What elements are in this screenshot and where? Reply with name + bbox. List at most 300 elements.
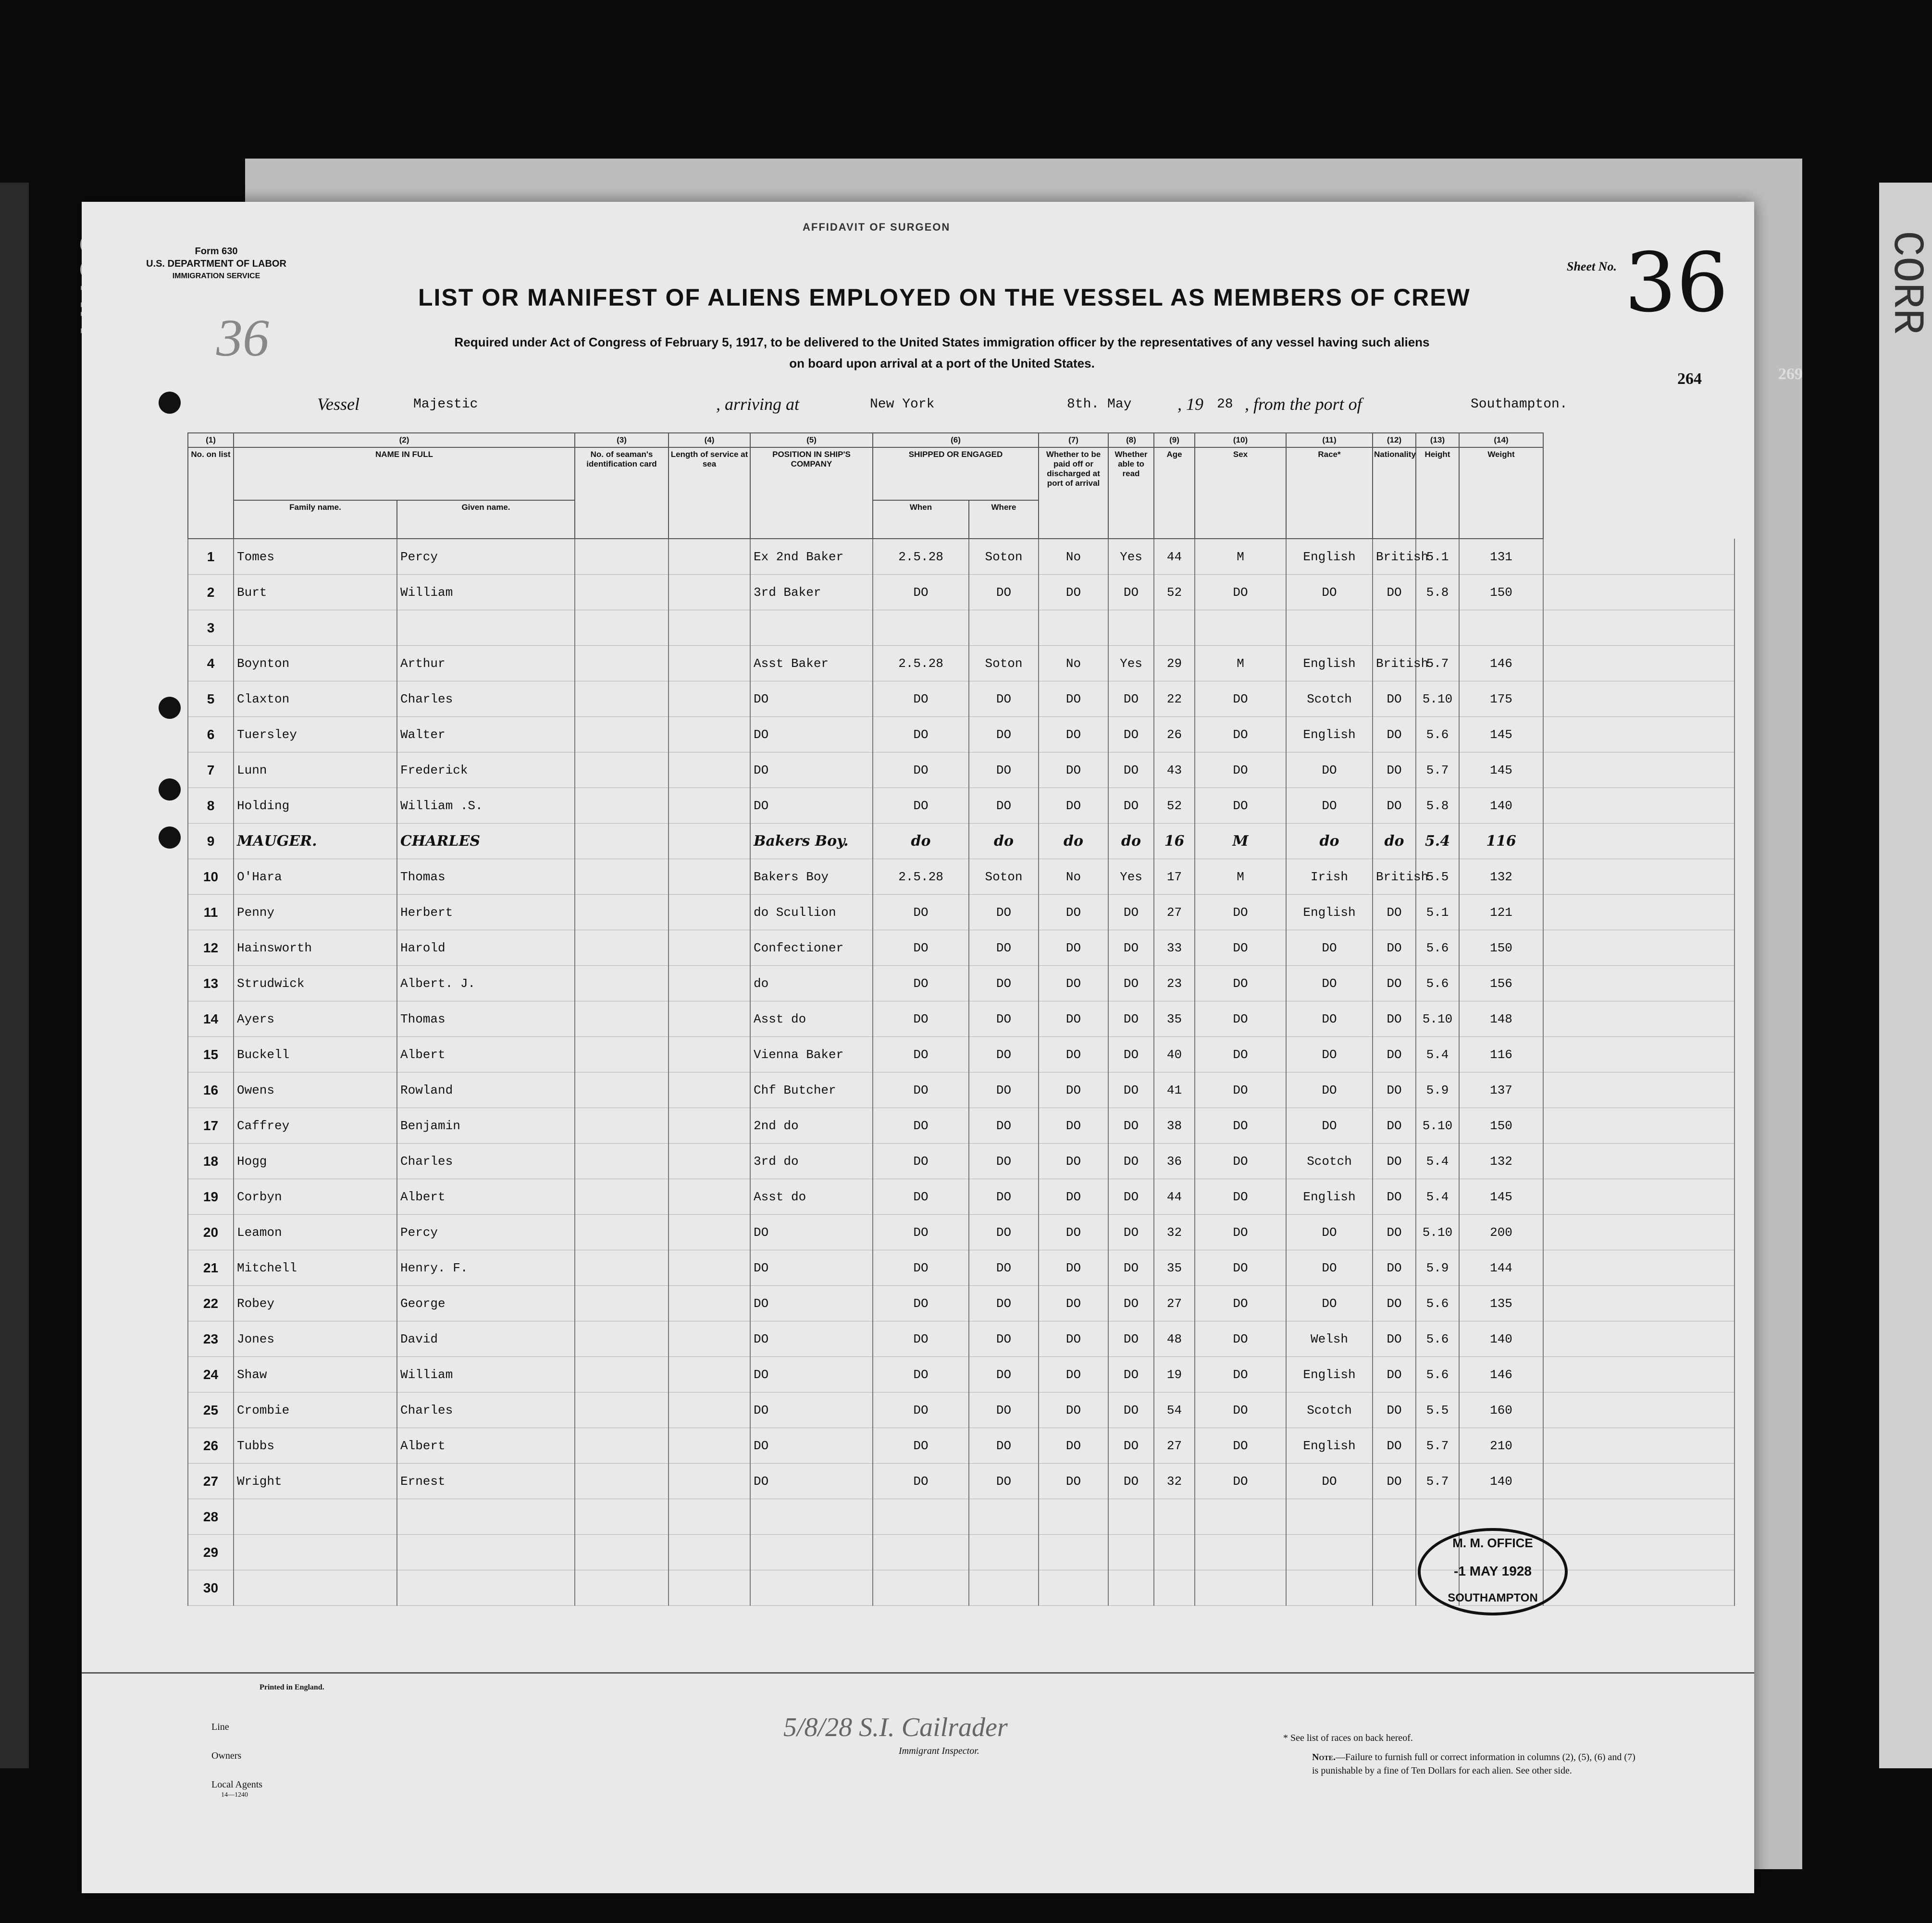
family-name-cell: Burt	[234, 575, 397, 610]
shipped-where-cell: DO	[969, 1215, 1039, 1250]
position-cell: DO	[750, 681, 873, 717]
col-num: (14)	[1459, 433, 1543, 447]
height-cell: 5.8	[1416, 788, 1459, 824]
nationality-cell: DO	[1373, 717, 1416, 752]
sex-cell: DO	[1195, 1286, 1286, 1321]
shipped-when-cell: DO	[873, 717, 969, 752]
paid-off-cell: No	[1039, 646, 1108, 681]
weight-cell: 131	[1459, 539, 1543, 575]
id-card-cell	[575, 610, 669, 646]
height-cell: 5.4	[1416, 824, 1459, 859]
physical-marks-cell	[1543, 717, 1734, 752]
height-cell: 5.7	[1416, 1464, 1459, 1499]
id-card-cell	[575, 681, 669, 717]
row-number: 21	[188, 1250, 234, 1286]
height-cell: 5.5	[1416, 859, 1459, 895]
given-name-cell: Albert	[397, 1179, 575, 1215]
stamp-date: -1 MAY 1928	[1454, 1564, 1532, 1578]
id-card-cell	[575, 1215, 669, 1250]
height-cell: 5.6	[1416, 1321, 1459, 1357]
family-name-cell: Penny	[234, 895, 397, 930]
family-name-cell: Ayers	[234, 1001, 397, 1037]
nationality-cell: DO	[1373, 1250, 1416, 1286]
length-service-cell	[669, 966, 750, 1001]
sex-cell: DO	[1195, 1357, 1286, 1393]
able-read-cell	[1108, 1499, 1154, 1535]
age-cell: 32	[1154, 1464, 1195, 1499]
length-service-cell	[669, 539, 750, 575]
length-service-cell	[669, 610, 750, 646]
length-service-cell	[669, 1108, 750, 1144]
position-cell: DO	[750, 788, 873, 824]
nationality-cell: do	[1373, 824, 1416, 859]
physical-marks-cell	[1543, 1001, 1734, 1037]
weight-cell: 121	[1459, 895, 1543, 930]
length-service-cell	[669, 717, 750, 752]
shipped-where-cell: DO	[969, 1321, 1039, 1357]
weight-cell: 160	[1459, 1393, 1543, 1428]
nationality-cell: DO	[1373, 1037, 1416, 1072]
id-card-cell	[575, 895, 669, 930]
shipped-when-cell: 2.5.28	[873, 859, 969, 895]
nationality-cell: DO	[1373, 1321, 1416, 1357]
family-name-cell: Owens	[234, 1072, 397, 1108]
height-cell: 5.1	[1416, 539, 1459, 575]
length-service-cell	[669, 1428, 750, 1464]
age-cell: 36	[1154, 1144, 1195, 1179]
physical-marks-cell	[1543, 610, 1734, 646]
paid-off-cell: DO	[1039, 1108, 1108, 1144]
arrival-year: 28	[1217, 397, 1233, 412]
given-name-cell	[397, 610, 575, 646]
arrival-port: New York	[870, 397, 935, 412]
punch-hole	[159, 697, 181, 719]
length-service-cell	[669, 824, 750, 859]
length-service-cell	[669, 930, 750, 966]
age-cell: 43	[1154, 752, 1195, 788]
nationality-cell: DO	[1373, 752, 1416, 788]
able-read-cell: do	[1108, 824, 1154, 859]
shipped-where-cell: DO	[969, 717, 1039, 752]
age-cell: 35	[1154, 1001, 1195, 1037]
length-service-cell	[669, 895, 750, 930]
paid-off-cell: DO	[1039, 1464, 1108, 1499]
shipped-where-cell	[969, 610, 1039, 646]
given-name-cell: Benjamin	[397, 1108, 575, 1144]
height-cell: 5.4	[1416, 1037, 1459, 1072]
able-read-cell: DO	[1108, 752, 1154, 788]
id-card-cell	[575, 788, 669, 824]
row-number: 18	[188, 1144, 234, 1179]
height-cell: 5.10	[1416, 1108, 1459, 1144]
physical-marks-cell	[1543, 1321, 1734, 1357]
table-row	[188, 1286, 1734, 1321]
shipped-when-cell: DO	[873, 1428, 969, 1464]
race-cell: DO	[1286, 1250, 1373, 1286]
family-name-cell: Leamon	[234, 1215, 397, 1250]
given-name-cell: William	[397, 575, 575, 610]
shipped-where-cell: DO	[969, 1144, 1039, 1179]
row-number: 3	[188, 610, 234, 646]
height-cell: 5.6	[1416, 1286, 1459, 1321]
race-cell: DO	[1286, 788, 1373, 824]
age-cell	[1154, 1535, 1195, 1570]
family-name-cell: Crombie	[234, 1393, 397, 1428]
row-number: 19	[188, 1179, 234, 1215]
shipped-where-cell	[969, 1570, 1039, 1606]
row-number: 26	[188, 1428, 234, 1464]
family-name-cell: Jones	[234, 1321, 397, 1357]
length-service-cell	[669, 1464, 750, 1499]
able-read-cell: DO	[1108, 1464, 1154, 1499]
position-cell: Bakers Boy.	[750, 824, 873, 859]
race-cell: English	[1286, 895, 1373, 930]
row-number: 2	[188, 575, 234, 610]
position-cell: Chf Butcher	[750, 1072, 873, 1108]
arriving-label: , arriving at	[716, 394, 800, 414]
shipped-when-cell	[873, 1570, 969, 1606]
department: U.S. DEPARTMENT OF LABOR	[146, 259, 286, 269]
id-card-cell	[575, 1037, 669, 1072]
weight-cell: 146	[1459, 1357, 1543, 1393]
length-service-cell	[669, 1357, 750, 1393]
table-row	[188, 575, 1734, 610]
able-read-cell: DO	[1108, 788, 1154, 824]
position-cell	[750, 1499, 873, 1535]
age-cell: 52	[1154, 575, 1195, 610]
physical-marks-cell	[1543, 1144, 1734, 1179]
family-name-cell: Buckell	[234, 1037, 397, 1072]
header-nationality: Nationality	[1373, 447, 1416, 539]
able-read-cell: DO	[1108, 681, 1154, 717]
shipped-when-cell: DO	[873, 1037, 969, 1072]
page-subtitle	[341, 332, 1543, 374]
nationality-cell	[1373, 610, 1416, 646]
family-name-cell	[234, 1570, 397, 1606]
physical-marks-cell	[1543, 646, 1734, 681]
shipped-when-cell	[873, 1499, 969, 1535]
age-cell: 16	[1154, 824, 1195, 859]
weight-cell: 132	[1459, 1144, 1543, 1179]
shipped-where-cell: DO	[969, 1108, 1039, 1144]
agents-label: Local Agents	[211, 1779, 263, 1790]
weight-cell: 150	[1459, 1108, 1543, 1144]
table-row	[188, 1072, 1734, 1108]
given-name-cell	[397, 1570, 575, 1606]
form-number: Form 630	[195, 246, 238, 257]
weight-cell: 140	[1459, 1321, 1543, 1357]
id-card-cell	[575, 966, 669, 1001]
able-read-cell: DO	[1108, 1250, 1154, 1286]
able-read-cell: Yes	[1108, 646, 1154, 681]
nationality-cell: DO	[1373, 1215, 1416, 1250]
physical-marks-cell	[1543, 895, 1734, 930]
col-num: (9)	[1154, 433, 1195, 447]
age-cell: 23	[1154, 966, 1195, 1001]
age-cell: 19	[1154, 1357, 1195, 1393]
able-read-cell: DO	[1108, 1321, 1154, 1357]
header-paid-off: Whether to be paid off or discharged at port of arrival	[1039, 447, 1108, 539]
paid-off-cell	[1039, 1570, 1108, 1606]
sex-cell	[1195, 1499, 1286, 1535]
given-name-cell: William	[397, 1357, 575, 1393]
shipped-where-cell: DO	[969, 681, 1039, 717]
age-cell: 44	[1154, 539, 1195, 575]
given-name-cell: Albert	[397, 1037, 575, 1072]
length-service-cell	[669, 1215, 750, 1250]
row-number: 15	[188, 1037, 234, 1072]
family-name-cell: Mitchell	[234, 1250, 397, 1286]
position-cell: Asst Baker	[750, 646, 873, 681]
weight-cell: 140	[1459, 788, 1543, 824]
paid-off-cell	[1039, 1535, 1108, 1570]
race-cell: DO	[1286, 575, 1373, 610]
table-row	[188, 1250, 1734, 1286]
table-row	[188, 646, 1734, 681]
races-note: * See list of races on back hereof.	[1283, 1733, 1413, 1743]
id-card-cell	[575, 1179, 669, 1215]
given-name-cell: Albert. J.	[397, 966, 575, 1001]
table-row	[188, 1179, 1734, 1215]
nationality-cell: DO	[1373, 966, 1416, 1001]
table-row	[188, 1144, 1734, 1179]
length-service-cell	[669, 1535, 750, 1570]
height-cell	[1416, 610, 1459, 646]
race-cell	[1286, 1499, 1373, 1535]
shipped-when-cell: DO	[873, 1464, 969, 1499]
able-read-cell: DO	[1108, 1428, 1154, 1464]
shipped-when-cell: DO	[873, 895, 969, 930]
id-card-cell	[575, 930, 669, 966]
row-number: 14	[188, 1001, 234, 1037]
table-row	[188, 752, 1734, 788]
owners-label: Owners	[211, 1750, 242, 1761]
position-cell: DO	[750, 717, 873, 752]
position-cell: do	[750, 966, 873, 1001]
family-name-cell: Robey	[234, 1286, 397, 1321]
header-height: Height	[1416, 447, 1459, 539]
family-name-cell: Hainsworth	[234, 930, 397, 966]
paid-off-cell: DO	[1039, 681, 1108, 717]
height-cell: 5.10	[1416, 681, 1459, 717]
sex-cell	[1195, 610, 1286, 646]
able-read-cell: DO	[1108, 1001, 1154, 1037]
able-read-cell: DO	[1108, 1108, 1154, 1144]
nationality-cell: DO	[1373, 930, 1416, 966]
paid-off-cell: DO	[1039, 1001, 1108, 1037]
able-read-cell: DO	[1108, 966, 1154, 1001]
agents-code: 14—1240	[221, 1791, 248, 1799]
stamp-office: M. M. OFFICE	[1452, 1536, 1533, 1550]
col-num: (4)	[669, 433, 750, 447]
table-row	[188, 539, 1734, 575]
shipped-when-cell: DO	[873, 966, 969, 1001]
able-read-cell: Yes	[1108, 859, 1154, 895]
shipped-when-cell: DO	[873, 1286, 969, 1321]
nationality-cell: DO	[1373, 1286, 1416, 1321]
able-read-cell: DO	[1108, 1179, 1154, 1215]
position-cell: Bakers Boy	[750, 859, 873, 895]
shipped-when-cell: DO	[873, 1108, 969, 1144]
arrival-date: 8th. May	[1067, 397, 1132, 412]
race-cell: English	[1286, 539, 1373, 575]
length-service-cell	[669, 788, 750, 824]
note-text-2: is punishable by a fine of Ten Dollars for each alien. See other side.	[1312, 1765, 1572, 1776]
physical-marks-cell	[1543, 539, 1734, 575]
shipped-when-cell: DO	[873, 1215, 969, 1250]
id-card-cell	[575, 539, 669, 575]
length-service-cell	[669, 1179, 750, 1215]
position-cell	[750, 1570, 873, 1606]
shipped-when-cell	[873, 1535, 969, 1570]
able-read-cell: DO	[1108, 1286, 1154, 1321]
physical-marks-cell	[1543, 1535, 1734, 1570]
inspector-signature: 5/8/28 S.I. Cailrader	[783, 1713, 1008, 1742]
given-name-cell: CHARLES	[397, 824, 575, 859]
row-number: 25	[188, 1393, 234, 1428]
id-card-cell	[575, 1286, 669, 1321]
header-position: POSITION IN SHIP'S COMPANY	[750, 447, 873, 539]
note-label: Note.	[1312, 1752, 1336, 1763]
given-name-cell	[397, 1499, 575, 1535]
reference-number: 264	[1677, 370, 1702, 388]
header-length-service: Length of service at sea	[669, 447, 750, 539]
row-number: 8	[188, 788, 234, 824]
table-row	[188, 610, 1734, 646]
header-where: Where	[969, 500, 1039, 539]
family-name-cell: Strudwick	[234, 966, 397, 1001]
id-card-cell	[575, 1250, 669, 1286]
row-number: 22	[188, 1286, 234, 1321]
physical-marks-cell	[1543, 1499, 1734, 1535]
length-service-cell	[669, 859, 750, 895]
footer	[82, 1672, 1754, 1895]
weight-cell: 135	[1459, 1286, 1543, 1321]
id-card-cell	[575, 859, 669, 895]
age-cell: 27	[1154, 895, 1195, 930]
height-cell: 5.10	[1416, 1215, 1459, 1250]
family-name-cell: Corbyn	[234, 1179, 397, 1215]
position-cell: 3rd Baker	[750, 575, 873, 610]
race-cell: English	[1286, 1357, 1373, 1393]
family-name-cell: Lunn	[234, 752, 397, 788]
height-cell: 5.6	[1416, 1357, 1459, 1393]
column-number-row	[188, 433, 1734, 447]
age-cell	[1154, 610, 1195, 646]
shipped-when-cell: DO	[873, 575, 969, 610]
shipped-where-cell: DO	[969, 1357, 1039, 1393]
position-cell: DO	[750, 1321, 873, 1357]
age-cell: 38	[1154, 1108, 1195, 1144]
id-card-cell	[575, 1321, 669, 1357]
length-service-cell	[669, 1250, 750, 1286]
row-number: 29	[188, 1535, 234, 1570]
age-cell: 27	[1154, 1428, 1195, 1464]
race-cell: DO	[1286, 966, 1373, 1001]
race-cell: DO	[1286, 1037, 1373, 1072]
nationality-cell: DO	[1373, 788, 1416, 824]
age-cell: 41	[1154, 1072, 1195, 1108]
weight-cell: 116	[1459, 1037, 1543, 1072]
shipped-when-cell: 2.5.28	[873, 539, 969, 575]
age-cell: 48	[1154, 1321, 1195, 1357]
id-card-cell	[575, 1144, 669, 1179]
id-card-cell	[575, 1570, 669, 1606]
weight-cell: 150	[1459, 575, 1543, 610]
paid-off-cell: DO	[1039, 575, 1108, 610]
nationality-cell: DO	[1373, 1179, 1416, 1215]
shipped-where-cell: Soton	[969, 539, 1039, 575]
length-service-cell	[669, 1499, 750, 1535]
nationality-cell: DO	[1373, 1072, 1416, 1108]
nationality-cell: DO	[1373, 681, 1416, 717]
position-cell: DO	[750, 752, 873, 788]
given-name-cell: Percy	[397, 539, 575, 575]
paid-off-cell: No	[1039, 859, 1108, 895]
shipped-where-cell: DO	[969, 930, 1039, 966]
able-read-cell: DO	[1108, 1037, 1154, 1072]
paid-off-cell	[1039, 1499, 1108, 1535]
physical-marks-cell	[1543, 824, 1734, 859]
position-cell: DO	[750, 1464, 873, 1499]
header-able-read: Whether able to read	[1108, 447, 1154, 539]
row-number: 13	[188, 966, 234, 1001]
able-read-cell: DO	[1108, 1393, 1154, 1428]
shipped-when-cell: DO	[873, 788, 969, 824]
physical-marks-cell	[1543, 1037, 1734, 1072]
age-cell: 54	[1154, 1393, 1195, 1428]
able-read-cell: DO	[1108, 1144, 1154, 1179]
col-num: (1)	[188, 433, 234, 447]
sex-cell: DO	[1195, 1108, 1286, 1144]
family-name-cell: O'Hara	[234, 859, 397, 895]
id-card-cell	[575, 824, 669, 859]
paid-off-cell: DO	[1039, 1357, 1108, 1393]
paid-off-cell: DO	[1039, 895, 1108, 930]
sex-cell: M	[1195, 539, 1286, 575]
adjacent-reference-number: 269	[1778, 365, 1803, 383]
physical-marks-cell	[1543, 1393, 1734, 1428]
id-card-cell	[575, 1499, 669, 1535]
race-cell	[1286, 610, 1373, 646]
age-cell: 29	[1154, 646, 1195, 681]
sex-cell	[1195, 1570, 1286, 1606]
given-name-cell: Percy	[397, 1215, 575, 1250]
table-row	[188, 788, 1734, 824]
row-number: 24	[188, 1357, 234, 1393]
sex-cell: DO	[1195, 575, 1286, 610]
shipped-where-cell: Soton	[969, 859, 1039, 895]
header-weight: Weight	[1459, 447, 1543, 539]
length-service-cell	[669, 1037, 750, 1072]
manifest-page	[82, 202, 1754, 1893]
paid-off-cell: do	[1039, 824, 1108, 859]
physical-marks-cell	[1543, 859, 1734, 895]
height-cell: 5.6	[1416, 717, 1459, 752]
shipped-when-cell: DO	[873, 1001, 969, 1037]
weight-cell	[1459, 610, 1543, 646]
form-reference	[144, 245, 288, 283]
height-cell: 5.9	[1416, 1072, 1459, 1108]
row-number: 27	[188, 1464, 234, 1499]
physical-marks-cell	[1543, 681, 1734, 717]
nationality-cell	[1373, 1535, 1416, 1570]
page-title: LIST OR MANIFEST OF ALIENS EMPLOYED ON THE VESSEL AS MEMBERS OF CREW	[418, 284, 1471, 311]
punch-hole	[159, 392, 181, 414]
id-card-cell	[575, 1535, 669, 1570]
shipped-when-cell: DO	[873, 1072, 969, 1108]
paid-off-cell: DO	[1039, 1286, 1108, 1321]
